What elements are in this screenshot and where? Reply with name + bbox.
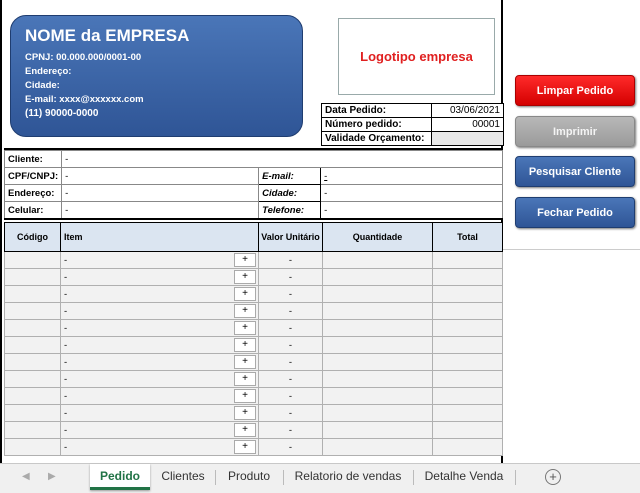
total-cell[interactable] — [433, 405, 503, 422]
item-text: - — [64, 424, 68, 436]
code-cell[interactable] — [5, 405, 61, 422]
client-cell[interactable]: - — [62, 151, 503, 168]
phone-cell[interactable]: - — [321, 202, 503, 219]
add-item-button[interactable]: + — [234, 304, 256, 318]
table-row — [5, 371, 503, 388]
item-cell[interactable] — [61, 320, 259, 337]
item-text: - — [64, 288, 68, 300]
cell-cell[interactable]: - — [62, 202, 259, 219]
code-cell[interactable] — [5, 371, 61, 388]
total-cell[interactable] — [433, 371, 503, 388]
code-cell[interactable] — [5, 439, 61, 456]
add-item-button[interactable]: + — [234, 355, 256, 369]
header-unit-value: Valor Unitário — [259, 223, 323, 252]
item-cell[interactable] — [61, 269, 259, 286]
header-item: Item — [61, 223, 259, 252]
code-cell[interactable] — [5, 388, 61, 405]
total-cell[interactable] — [433, 303, 503, 320]
item-text: - — [64, 305, 68, 317]
item-cell[interactable] — [61, 286, 259, 303]
total-cell[interactable] — [433, 337, 503, 354]
item-text: - — [64, 322, 68, 334]
tab-produto[interactable]: Produto — [227, 469, 271, 483]
add-item-button[interactable]: + — [234, 321, 256, 335]
header-quantity: Quantidade — [323, 223, 433, 252]
unit-value-cell[interactable]: - — [259, 354, 323, 371]
add-item-button[interactable]: + — [234, 270, 256, 284]
code-cell[interactable] — [5, 269, 61, 286]
add-sheet-icon[interactable]: + — [545, 469, 561, 485]
company-cnpj: CPNJ: 00.000.000/0001-00 — [25, 52, 142, 63]
cell-row — [5, 202, 503, 219]
order-number-cell[interactable]: 00001 — [432, 118, 504, 132]
item-cell[interactable] — [61, 371, 259, 388]
client-label: Cliente: — [5, 151, 62, 168]
unit-value-cell[interactable]: - — [259, 371, 323, 388]
total-cell[interactable] — [433, 439, 503, 456]
header-code: Código — [5, 223, 61, 252]
add-item-button[interactable]: + — [234, 372, 256, 386]
cell-label: Celular: — [5, 202, 62, 219]
table-row — [5, 269, 503, 286]
scroll-left-icon[interactable]: ◀ — [22, 471, 30, 482]
total-cell[interactable] — [433, 252, 503, 269]
divider — [503, 249, 640, 250]
table-row — [5, 320, 503, 337]
address-label: Endereço: — [5, 185, 62, 202]
code-cell[interactable] — [5, 422, 61, 439]
item-text: - — [64, 339, 68, 351]
item-cell[interactable] — [61, 337, 259, 354]
item-cell[interactable] — [61, 405, 259, 422]
code-cell[interactable] — [5, 303, 61, 320]
item-cell[interactable] — [61, 388, 259, 405]
items-table — [4, 222, 503, 456]
order-date-row — [322, 104, 504, 118]
divider — [4, 218, 503, 220]
close-order-button[interactable]: Fechar Pedido — [515, 197, 635, 228]
item-text: - — [64, 373, 68, 385]
quantity-cell[interactable] — [323, 252, 433, 269]
add-item-button[interactable]: + — [234, 287, 256, 301]
order-number-row — [322, 118, 504, 132]
email-label: E-mail: — [259, 168, 321, 185]
items-header-row — [5, 223, 503, 252]
header-total: Total — [433, 223, 503, 252]
validity-row — [322, 132, 504, 146]
item-cell[interactable] — [61, 303, 259, 320]
quantity-cell[interactable] — [323, 269, 433, 286]
code-cell[interactable] — [5, 286, 61, 303]
unit-value-cell[interactable]: - — [259, 337, 323, 354]
code-cell[interactable] — [5, 320, 61, 337]
order-date-cell[interactable]: 03/06/2021 — [432, 104, 504, 118]
cpf-cell[interactable]: - — [62, 168, 259, 185]
unit-value-cell[interactable]: - — [259, 269, 323, 286]
cpf-label: CPF/CNPJ: — [5, 168, 62, 185]
item-cell[interactable] — [61, 439, 259, 456]
order-number-label: Número pedido: — [322, 118, 432, 132]
item-cell[interactable] — [61, 252, 259, 269]
tab-clientes[interactable]: Clientes — [161, 469, 205, 483]
unit-value-cell[interactable]: - — [259, 303, 323, 320]
item-cell[interactable] — [61, 422, 259, 439]
code-cell[interactable] — [5, 337, 61, 354]
code-cell[interactable] — [5, 252, 61, 269]
phone-label: Telefone: — [259, 202, 321, 219]
city-cell[interactable]: - — [321, 185, 503, 202]
logo-placeholder — [338, 18, 495, 95]
quantity-cell[interactable] — [323, 303, 433, 320]
table-row — [5, 388, 503, 405]
table-row — [5, 337, 503, 354]
add-item-button[interactable]: + — [234, 406, 256, 420]
item-text: - — [64, 407, 68, 419]
add-item-button[interactable]: + — [234, 253, 256, 267]
add-item-button[interactable]: + — [234, 338, 256, 352]
company-phone: (11) 90000-0000 — [25, 108, 99, 119]
code-cell[interactable] — [5, 354, 61, 371]
item-text: - — [64, 441, 68, 453]
cpf-row — [5, 168, 503, 185]
validity-cell[interactable] — [432, 132, 504, 146]
quantity-cell[interactable] — [323, 354, 433, 371]
table-row — [5, 354, 503, 371]
company-info-box — [10, 15, 303, 137]
email-cell[interactable]: - — [321, 168, 503, 185]
unit-value-cell[interactable]: - — [259, 252, 323, 269]
table-row — [5, 303, 503, 320]
item-text: - — [64, 390, 68, 402]
items-body — [5, 252, 503, 456]
table-row — [5, 439, 503, 456]
item-text: - — [64, 356, 68, 368]
tab-pedido[interactable]: Pedido — [90, 464, 150, 490]
unit-value-cell[interactable]: - — [259, 286, 323, 303]
total-cell[interactable] — [433, 269, 503, 286]
company-city: Cidade: — [25, 80, 60, 91]
quantity-cell[interactable] — [323, 405, 433, 422]
add-item-button[interactable]: + — [234, 423, 256, 437]
total-cell[interactable] — [433, 388, 503, 405]
unit-value-cell[interactable]: - — [259, 405, 323, 422]
address-row — [5, 185, 503, 202]
unit-value-cell[interactable]: - — [259, 388, 323, 405]
unit-value-cell[interactable]: - — [259, 320, 323, 337]
order-date-label: Data Pedido: — [322, 104, 432, 118]
tab-relatorio-de-vendas[interactable]: Relatorio de vendas — [294, 469, 402, 483]
company-address: Endereço: — [25, 66, 72, 77]
table-row — [5, 252, 503, 269]
item-text: - — [64, 254, 68, 266]
company-name: NOME da EMPRESA — [25, 26, 190, 45]
client-table — [4, 150, 503, 219]
total-cell[interactable] — [433, 354, 503, 371]
quantity-cell[interactable] — [323, 337, 433, 354]
tab-detalhe-venda[interactable]: Detalhe Venda — [424, 469, 504, 483]
quantity-cell[interactable] — [323, 286, 433, 303]
clear-order-button[interactable]: Limpar Pedido — [515, 75, 635, 106]
address-cell[interactable]: - — [62, 185, 259, 202]
total-cell[interactable] — [433, 286, 503, 303]
order-info-table — [321, 103, 504, 146]
total-cell[interactable] — [433, 422, 503, 439]
quantity-cell[interactable] — [323, 422, 433, 439]
add-item-button[interactable]: + — [234, 440, 256, 454]
city-label: Cidade: — [259, 185, 321, 202]
table-row — [5, 286, 503, 303]
validity-label: Validade Orçamento: — [322, 132, 432, 146]
item-cell[interactable] — [61, 354, 259, 371]
unit-value-cell[interactable]: - — [259, 439, 323, 456]
add-item-button[interactable]: + — [234, 389, 256, 403]
sheet-tab-bar — [0, 463, 640, 493]
quantity-cell[interactable] — [323, 439, 433, 456]
total-cell[interactable] — [433, 320, 503, 337]
table-row — [5, 422, 503, 439]
quantity-cell[interactable] — [323, 320, 433, 337]
item-text: - — [64, 271, 68, 283]
quantity-cell[interactable] — [323, 371, 433, 388]
search-client-button[interactable]: Pesquisar Cliente — [515, 156, 635, 187]
company-email: E-mail: xxxx@xxxxxx.com — [25, 94, 144, 105]
tab-separator — [515, 470, 516, 485]
quantity-cell[interactable] — [323, 388, 433, 405]
table-row — [5, 405, 503, 422]
unit-value-cell[interactable]: - — [259, 422, 323, 439]
scroll-right-icon[interactable]: ▶ — [48, 471, 56, 482]
print-button[interactable]: Imprimir — [515, 116, 635, 147]
logo-text: Logotipo empresa — [360, 49, 473, 64]
client-row — [5, 151, 503, 168]
